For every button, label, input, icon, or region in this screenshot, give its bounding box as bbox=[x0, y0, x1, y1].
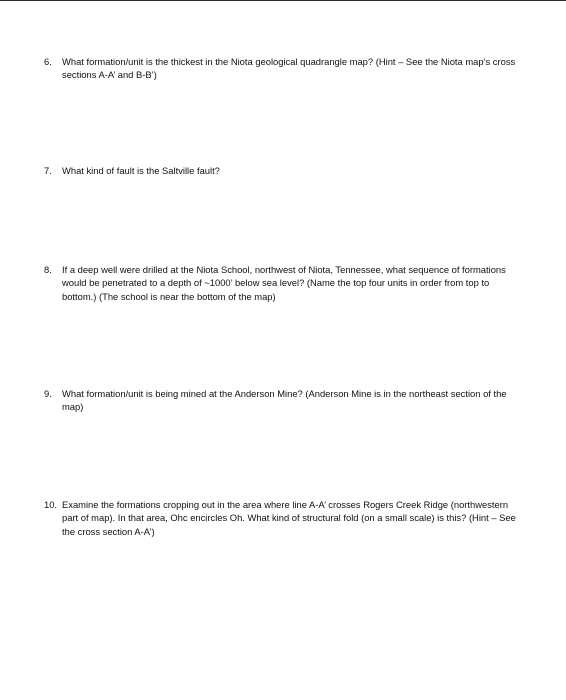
question-6 bbox=[44, 55, 524, 82]
question-number: 10. bbox=[44, 499, 58, 510]
question-number: 7. bbox=[44, 165, 52, 176]
question-number: 6. bbox=[44, 56, 52, 67]
question-text: If a deep well were drilled at the Niota School, northwest of Niota, Tennessee, what sequence of formations would be penetrated to a depth of ~1000’ below sea level? (Name the top four units in order from top to bottom.) (The school is near the bottom of the map) bbox=[62, 264, 506, 302]
question-10 bbox=[44, 498, 524, 538]
question-number: 8. bbox=[44, 264, 52, 275]
question-text: What formation/unit is being mined at the Anderson Mine? (Anderson Mine is in the northeast section of the map) bbox=[62, 388, 507, 413]
question-number: 9. bbox=[44, 388, 52, 399]
question-text: Examine the formations cropping out in the area where line A-A’ crosses Rogers Creek Ridge (northwestern part of map). In that area, Ohc encircles Oh. What kind of structural fold (on a small scale) is this? (Hint – See the cross section A-A’) bbox=[62, 499, 516, 537]
question-text: What formation/unit is the thickest in the Niota geological quadrangle map? (Hint – See the Niota map’s cross sections A-A’ and B-B’) bbox=[62, 56, 516, 81]
top-border-line bbox=[0, 0, 566, 1]
question-text: What kind of fault is the Saltville fault? bbox=[62, 165, 220, 176]
question-7 bbox=[44, 164, 524, 177]
question-8 bbox=[44, 263, 524, 303]
question-9 bbox=[44, 387, 524, 414]
